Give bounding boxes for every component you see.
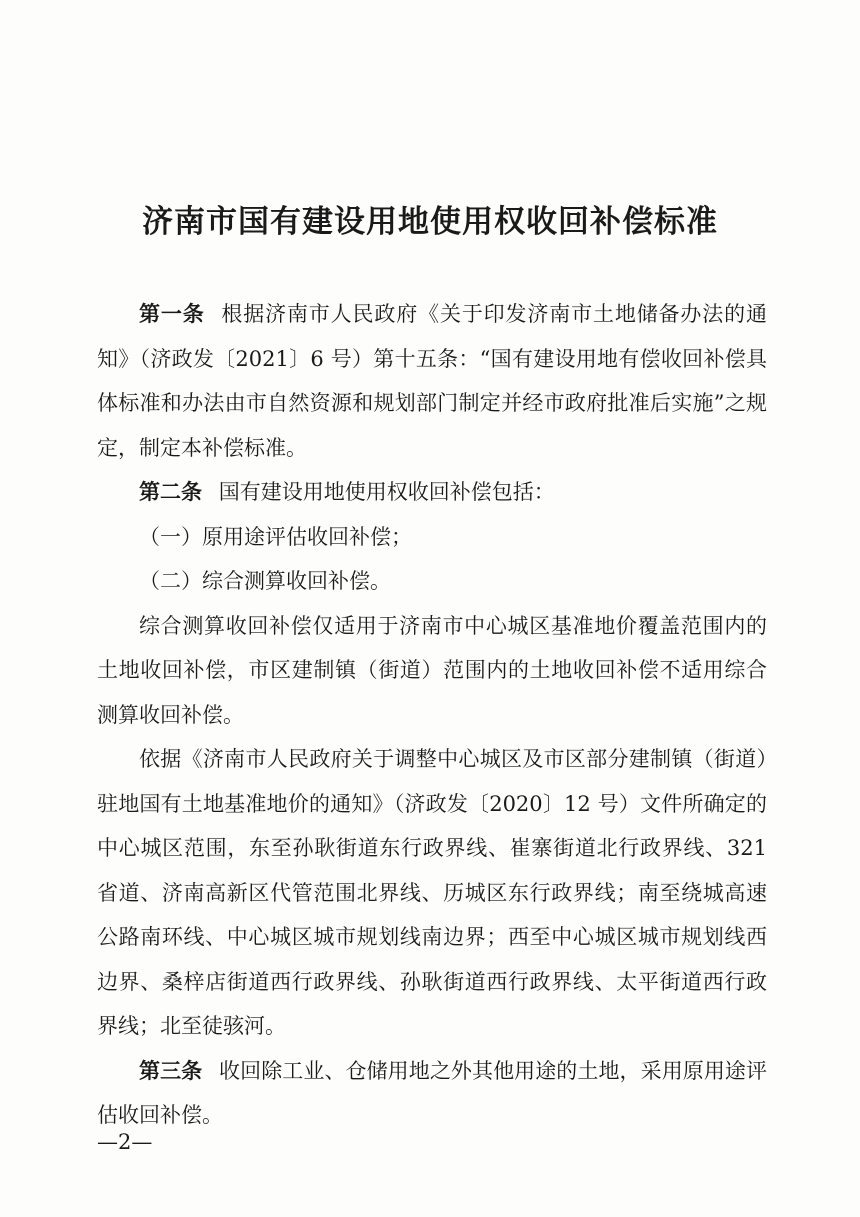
paragraph-text: （一）原用途评估收回补偿； [139,524,412,549]
paragraph-item-1 [97,515,767,560]
paragraph-article-1 [97,292,767,470]
paragraph-article-3 [97,1049,767,1138]
paragraph-text: 依据《济南市人民政府关于调整中心城区及市区部分建制镇（街道）驻地国有土地基准地价的通知》（济政发〔2020〕12 号）文件所确定的中心城区范围，东至孙耿街道东行政界线、崔寨街道北行政界线、321 省道、济南高新区代管范围北界线、历城区东行政界线；南至绕城高速公路南环线、中心城区城市规划线南边界；西至中心城区城市规划线西边界、桑梓店街道西行政界线、孙耿街道西行政界线、太平街道西行政界线；北至徒骇河。 [97,747,767,1038]
paragraph-text: 收回除工业、仓储用地之外其他用途的土地，采用原用途评估收回补偿。 [97,1058,768,1127]
paragraph-text: （二）综合测算收回补偿。 [139,569,391,593]
paragraph-text: 综合测算收回补偿仅适用于济南市中心城区基准地价覆盖范围内的土地收回补偿，市区建制镇（街道）范围内的土地收回补偿不适用综合测算收回补偿。 [97,613,767,727]
paragraph-item-2 [97,559,767,604]
paragraph-boundary [97,737,767,1049]
paragraph-article-2 [97,470,767,515]
page-number: —2— [97,1130,153,1154]
paragraph-text: 根据济南市人民政府《关于印发济南市土地储备办法的通知》（济政发〔2021〕6 号）第十五条：“国有建设用地有偿收回补偿具体标准和办法由市自然资源和规划部门制定并经市政府批准后实施”之规定，制定本补偿标准。 [97,302,767,460]
article-heading: 第二条 [139,479,202,504]
article-heading: 第一条 [139,301,205,326]
paragraph-text: 国有建设用地使用权收回补偿包括： [218,480,555,504]
document-body [97,292,767,1138]
document-title: 济南市国有建设用地使用权收回补偿标准 [142,204,718,240]
article-heading: 第三条 [139,1057,203,1083]
paragraph-scope [97,604,767,738]
